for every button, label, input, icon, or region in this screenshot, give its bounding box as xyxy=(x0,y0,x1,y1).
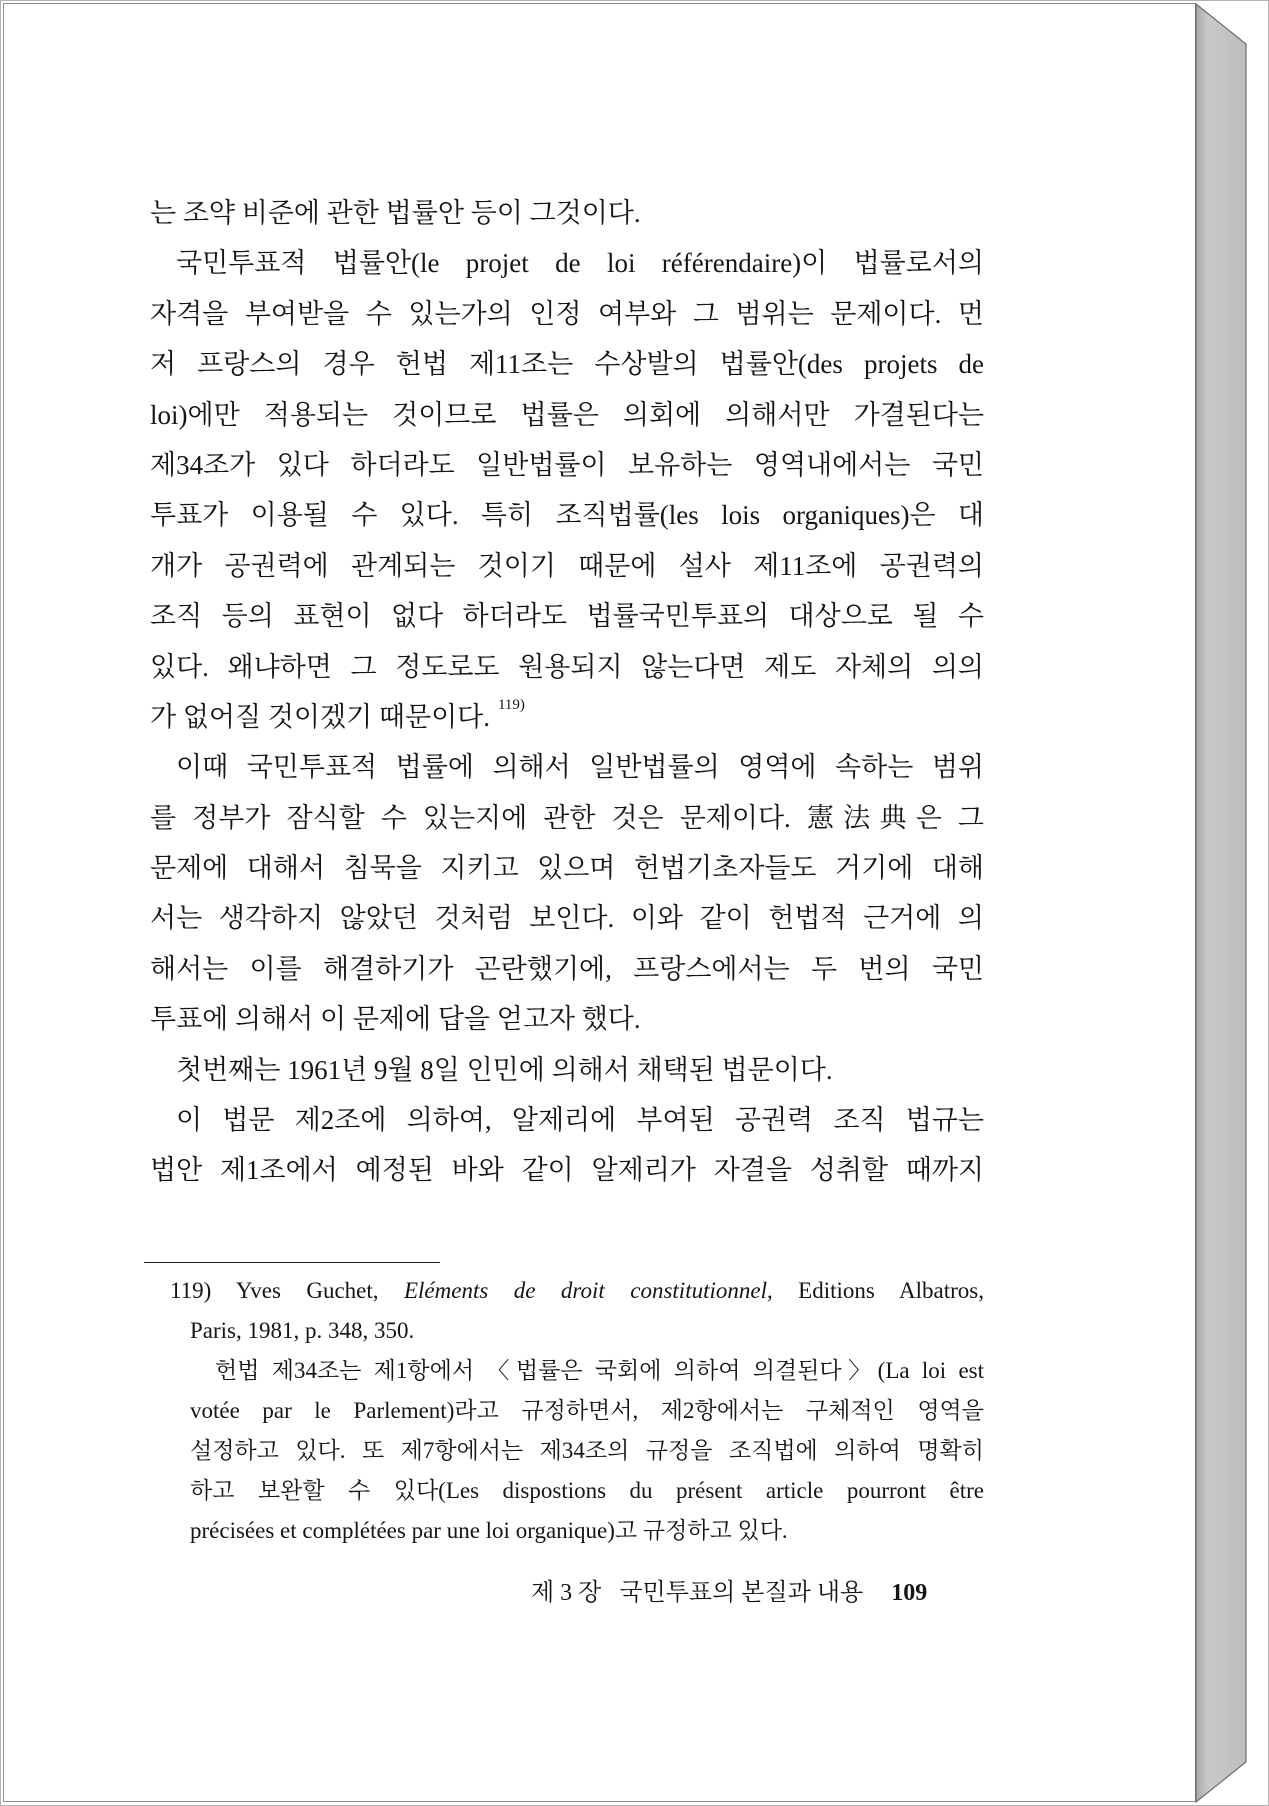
footnote-ref: 119) xyxy=(497,696,525,713)
text-line: 자격을 부여받을 수 있는가의 인정 여부와 그 범위는 문제이다. 먼 xyxy=(150,298,984,329)
text-line: 투표가 이용될 수 있다. 특히 조직법률(les lois organiques)은 대 xyxy=(150,500,984,531)
text-line: 제34조가 있다 하더라도 일반법률이 보유하는 영역내에서는 국민 xyxy=(150,449,984,480)
text-line: 저 프랑스의 경우 헌법 제11조는 수상발의 법률안(des projets de xyxy=(150,349,984,380)
paragraph xyxy=(150,188,984,238)
running-footer xyxy=(531,1575,927,1611)
footnote-text-line: précisées et complétées par une loi organique)고 규정하고 있다. xyxy=(190,1518,788,1543)
footnote-number: 119) xyxy=(170,1278,212,1303)
text-line xyxy=(150,692,984,742)
text-line: 투표에 의해서 이 문제에 답을 얻고자 했다. xyxy=(150,1004,641,1035)
page-edge xyxy=(1190,0,1252,1806)
footnote-text-line: 설정하고 있다. 또 제7항에서는 제34조의 규정을 조직법에 의하여 명확히 xyxy=(190,1438,984,1463)
text-line: 있다. 왜냐하면 그 정도로도 원용되지 않는다면 제도 자체의 의의 xyxy=(150,651,984,682)
footnote-text-line: 헌법 제34조는 제1항에서 〈법률은 국회에 의하여 의결된다〉(La loi est xyxy=(215,1358,984,1383)
text-line: 국민투표적 법률안(le projet de loi référendaire)이 법률로서의 xyxy=(176,248,984,279)
footnote-text-line: votée par le Parlement)라고 규정하면서, 제2항에서는 구체적인 영역을 xyxy=(190,1398,984,1423)
body-text xyxy=(150,188,984,1196)
text-line-content: 가 없어질 것이겠기 때문이다. xyxy=(150,701,490,732)
paragraph xyxy=(150,1045,984,1095)
paragraph xyxy=(150,742,984,1044)
chapter-label: 제 3 장 xyxy=(531,1580,602,1606)
text-line: 문제에 대해서 침묵을 지키고 있으며 헌법기초자들도 거기에 대해 xyxy=(150,853,984,884)
text-line: 는 조약 비준에 관한 법률안 등이 그것이다. xyxy=(150,198,641,228)
footnote-text-line: 하고 보완할 수 있다(Les dispostions du présent article pourront être xyxy=(190,1478,984,1503)
citation-title: Eléments de droit constitutionnel xyxy=(403,1278,767,1303)
text-line: 조직 등의 표현이 없다 하더라도 법률국민투표의 대상으로 될 수 xyxy=(150,601,984,632)
footnote-rule xyxy=(144,1262,440,1263)
paragraph xyxy=(150,238,984,742)
text-line: 해서는 이를 해결하기가 곤란했기에, 프랑스에서는 두 번의 국민 xyxy=(150,953,984,984)
citation-author: Yves Guchet, xyxy=(235,1278,379,1303)
citation-place-year-pages: Paris, 1981, p. 348, 350. xyxy=(190,1318,415,1343)
text-line: 이때 국민투표적 법률에 의해서 일반법률의 영역에 속하는 범위 xyxy=(176,752,984,783)
text-line: 개가 공권력에 관계되는 것이기 때문에 설사 제11조에 공권력의 xyxy=(150,550,984,581)
page-number: 109 xyxy=(891,1580,928,1606)
footnote-citation-line xyxy=(170,1271,984,1311)
text-line: 첫번째는 1961년 9월 8일 인민에 의해서 채택된 법문이다. xyxy=(176,1054,833,1085)
paragraph xyxy=(150,1095,984,1196)
chapter-title: 국민투표의 본질과 내용 xyxy=(619,1580,864,1606)
footnote xyxy=(170,1271,984,1551)
citation-publisher: , Editions Albatros, xyxy=(766,1278,984,1303)
page-thickness xyxy=(1196,4,1246,1802)
text-line: loi)에만 적용되는 것이므로 법률은 의회에 의해서만 가결된다는 xyxy=(150,399,984,430)
text-line: 서는 생각하지 않았던 것처럼 보인다. 이와 같이 헌법적 근거에 의 xyxy=(150,903,984,934)
text-line: 법안 제1조에서 예정된 바와 같이 알제리가 자결을 성취할 때까지 xyxy=(150,1155,984,1186)
text-line: 를 정부가 잠식할 수 있는지에 관한 것은 문제이다. 憲法典은 그 xyxy=(150,802,984,833)
text-line: 이 법문 제2조에 의하여, 알제리에 부여된 공권력 조직 법규는 xyxy=(176,1105,984,1136)
